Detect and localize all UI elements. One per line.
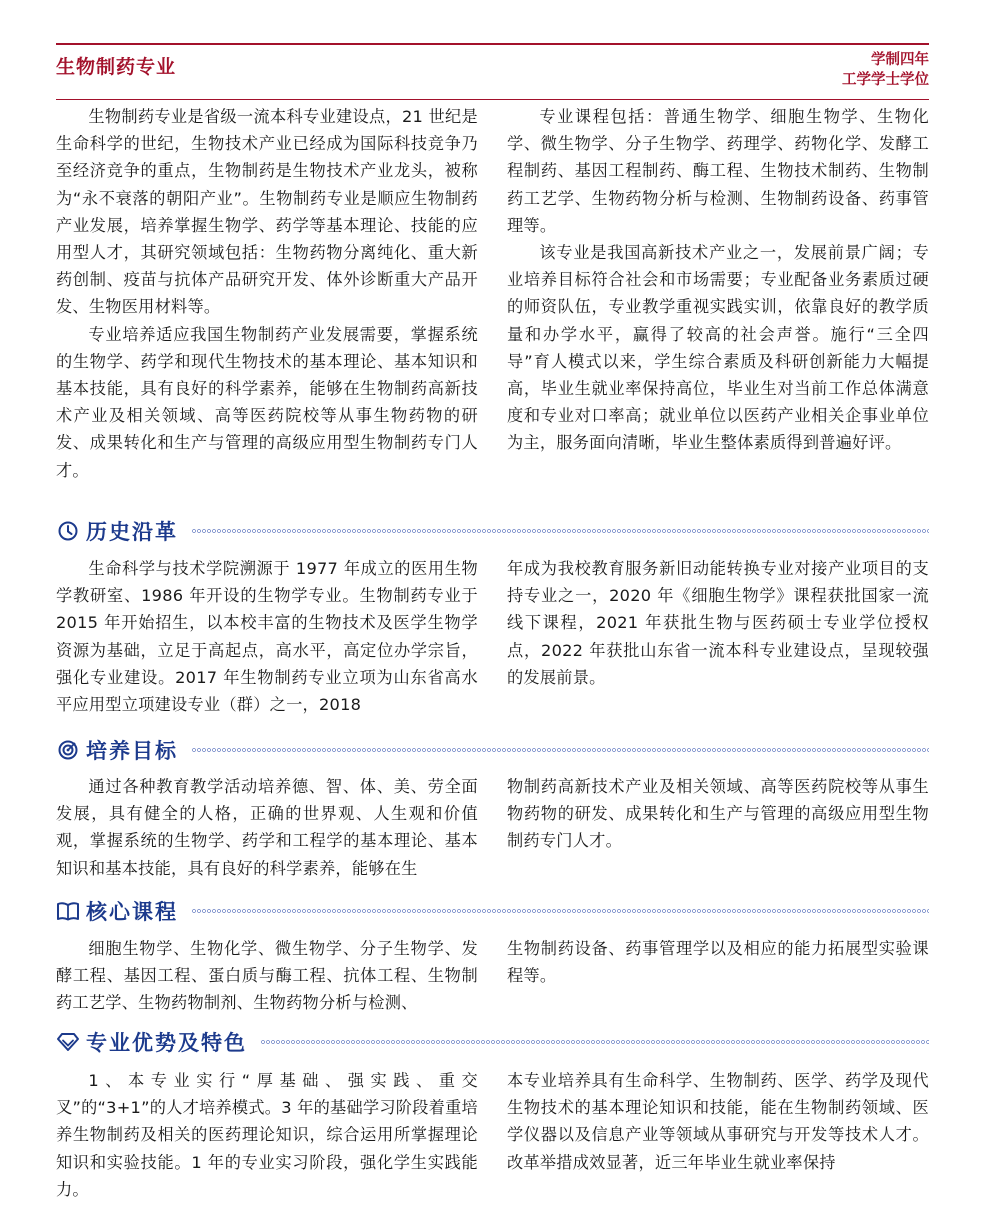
goals-text-right: 物制药高新技术产业及相关领域、高等医药院校等从事生物药物的研发、成果转化和生产与管理的高级应用型生物制药专门人才。 <box>507 777 929 851</box>
program-meta <box>842 50 929 90</box>
duration-label: 学制四年 <box>871 52 929 68</box>
advantages-text-left: 1、本专业实行“厚基础、强实践、重交叉”的“3+1”的人才培养模式。3 年的基础学习阶段着重培养生物制药及相关的医药理论知识，综合运用所掌握理论知识和实验技能。1 年的专业实习阶段，强化学生实践能力。 <box>56 1071 478 1199</box>
dotted-divider <box>192 908 929 914</box>
intro-right-column <box>507 103 929 484</box>
section-title: 核心课程 <box>86 899 178 924</box>
dotted-divider <box>192 528 929 534</box>
courses-columns <box>56 935 929 1017</box>
target-icon <box>56 738 80 762</box>
intro-paragraph: 专业培养适应我国生物制药产业发展需要，掌握系统的生物学、药学和现代生物技术的基本理论、基本知识和基本技能，具有良好的科学素养，能够在生物制药高新技术产业及相关领域、高等医药院校等从事生物药物的研发、成果转化和生产与管理的高级应用型生物制药专门人才。 <box>56 324 478 480</box>
section-heading-courses <box>56 896 929 926</box>
intro-columns <box>56 103 929 484</box>
diamond-icon <box>56 1030 80 1054</box>
advantages-text-right: 本专业培养具有生命科学、生物制药、医学、药学及现代生物技术的基本理论知识和技能，能在生物制药领域、医学仪器以及信息产业等领域从事研究与开发等技术人才。改革举措成效显著，近三年毕业生就业率保持 <box>507 1071 929 1172</box>
intro-paragraph: 该专业是我国高新技术产业之一，发展前景广阔；专业培养目标符合社会和市场需要；专业配备业务素质过硬的师资队伍，专业教学重视实践实训，依靠良好的教学质量和办学水平，赢得了较高的社会声誉。施行“三全四导”育人模式以来，学生综合素质及科研创新能力大幅提高，毕业生就业率保持高位，毕业生对当前工作总体满意度和专业对口率高；就业单位以医药产业相关企事业单位为主，服务面向清晰，毕业生整体素质得到普遍好评。 <box>507 243 929 453</box>
goals-columns <box>56 773 929 882</box>
section-title: 专业优势及特色 <box>86 1030 247 1055</box>
courses-text-left: 细胞生物学、生物化学、微生物学、分子生物学、发酵工程、基因工程、蛋白质与酶工程、抗体工程、生物制药工艺学、生物药物制剂、生物药物分析与检测、 <box>56 939 478 1013</box>
clock-icon <box>56 519 80 543</box>
history-columns <box>56 555 929 718</box>
section-heading-advantages <box>56 1027 929 1057</box>
degree-label: 工学学士学位 <box>842 72 929 88</box>
header-bottom-rule <box>56 99 929 100</box>
intro-paragraph: 专业课程包括：普通生物学、细胞生物学、生物化学、微生物学、分子生物学、药理学、药物化学、发酵工程制药、基因工程制药、酶工程、生物技术制药、生物制药工艺学、生物药物分析与检测、生物制药设备、药事管理等。 <box>507 107 929 235</box>
history-text-right: 年成为我校教育服务新旧动能转换专业对接产业项目的支持专业之一，2020 年《细胞生物学》课程获批国家一流线下课程，2021 年获批生物与医药硕士专业学位授权点，2022 年获批山东省一流本科专业建设点，呈现较强的发展前景。 <box>507 559 929 687</box>
header-top-rule <box>56 43 929 45</box>
book-icon <box>56 899 80 923</box>
courses-text-right: 生物制药设备、药事管理学以及相应的能力拓展型实验课程等。 <box>507 939 929 986</box>
history-text-left: 生命科学与技术学院溯源于 1977 年成立的医用生物学教研室、1986 年开设的生物学专业。生物制药专业于 2015 年开始招生，以本校丰富的生物技术及医学生物学资源为基础，立足于高起点，高水平，高定位办学宗旨，强化专业建设。2017 年生物制药专业立项为山东省高水平应用型立项建设专业（群）之一，2018 <box>56 559 478 715</box>
intro-left-column <box>56 103 478 484</box>
major-title: 生物制药专业 <box>56 56 177 78</box>
section-title: 历史沿革 <box>86 519 178 544</box>
dotted-divider <box>192 747 929 753</box>
goals-text-left: 通过各种教育教学活动培养德、智、体、美、劳全面发展，具有健全的人格，正确的世界观、人生观和价值观，掌握系统的生物学、药学和工程学的基本理论、基本知识和基本技能，具有良好的科学素养，能够在生 <box>56 777 478 878</box>
section-heading-history <box>56 516 929 546</box>
dotted-divider <box>261 1039 929 1045</box>
page <box>56 0 929 1207</box>
advantages-columns <box>56 1067 929 1203</box>
section-title: 培养目标 <box>86 738 178 763</box>
intro-paragraph: 生物制药专业是省级一流本科专业建设点，21 世纪是生命科学的世纪，生物技术产业已经成为国际科技竞争乃至经济竞争的重点，生物制药是生物技术产业龙头，被称为“永不衰落的朝阳产业”。生物制药专业是顺应生物制药产业发展，培养掌握生物学、药学等基本理论、技能的应用型人才，其研究领域包括：生物药物分离纯化、重大新药创制、疫苗与抗体产品研究开发、体外诊断重大产品开发、生物医用材料等。 <box>56 107 478 317</box>
section-heading-goals <box>56 735 929 765</box>
